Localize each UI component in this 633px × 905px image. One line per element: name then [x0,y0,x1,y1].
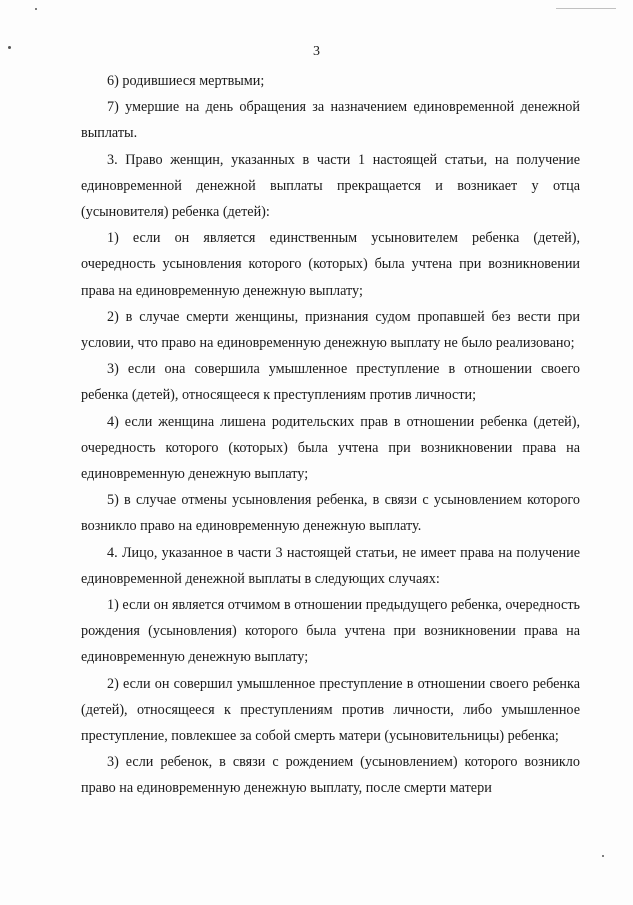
paragraph: 6) родившиеся мертвыми; [107,73,265,89]
paragraph: 4. Лицо, указанное в части 3 настоящей статьи, не имеет права на получение единовременной денежной выплаты в следующих случаях: [81,544,580,587]
scan-edge-mark [556,8,616,9]
paragraph: 3) если она совершила умышленное преступление в отношении своего ребенка (детей), относящееся к преступлениям против личности; [81,361,580,404]
scan-speck [602,855,604,857]
paragraph: 3. Право женщин, указанных в части 1 настоящей статьи, на получение единовременной денежной выплаты прекращается и возникает у отца (усыновителя) ребенка (детей): [81,151,580,221]
paragraph: 2) если он совершил умышленное преступление в отношении своего ребенка (детей), относящееся к преступлениям против личности, либо умышленное преступление, повлекшее за собой смерть матери (усыновительницы) ребенка; [81,675,580,745]
document-text [81,68,580,802]
paragraph: 5) в случае отмены усыновления ребенка, в связи с усыновлением которого возникло право на единовременную денежную выплату. [81,492,580,535]
paragraph: 3) если ребенок, в связи с рождением (усыновлением) которого возникло право на единовременную денежную выплату, после смерти матери [81,754,580,797]
paragraph: 7) умершие на день обращения за назначением единовременной денежной выплаты. [81,99,580,142]
paragraph: 1) если он является единственным усыновителем ребенка (детей), очередность усыновления которого (которых) была учтена при возникновении права на единовременную денежную выплату; [81,230,580,299]
paragraph: 1) если он является отчимом в отношении предыдущего ребенка, очередность рождения (усыновления) которого была учтена при возникновении права на единовременную денежную выплату; [81,597,580,666]
paragraph: 2) в случае смерти женщины, признания судом пропавшей без вести при условии, что право на единовременную денежную выплату не было реализовано; [81,308,580,352]
page-number: 3 [313,44,320,59]
paragraph: 4) если женщина лишена родительских прав в отношении ребенка (детей), очередность которого (которых) была учтена при возникновении права на единовременную денежную выплату; [81,413,580,483]
scan-speck [35,8,37,10]
